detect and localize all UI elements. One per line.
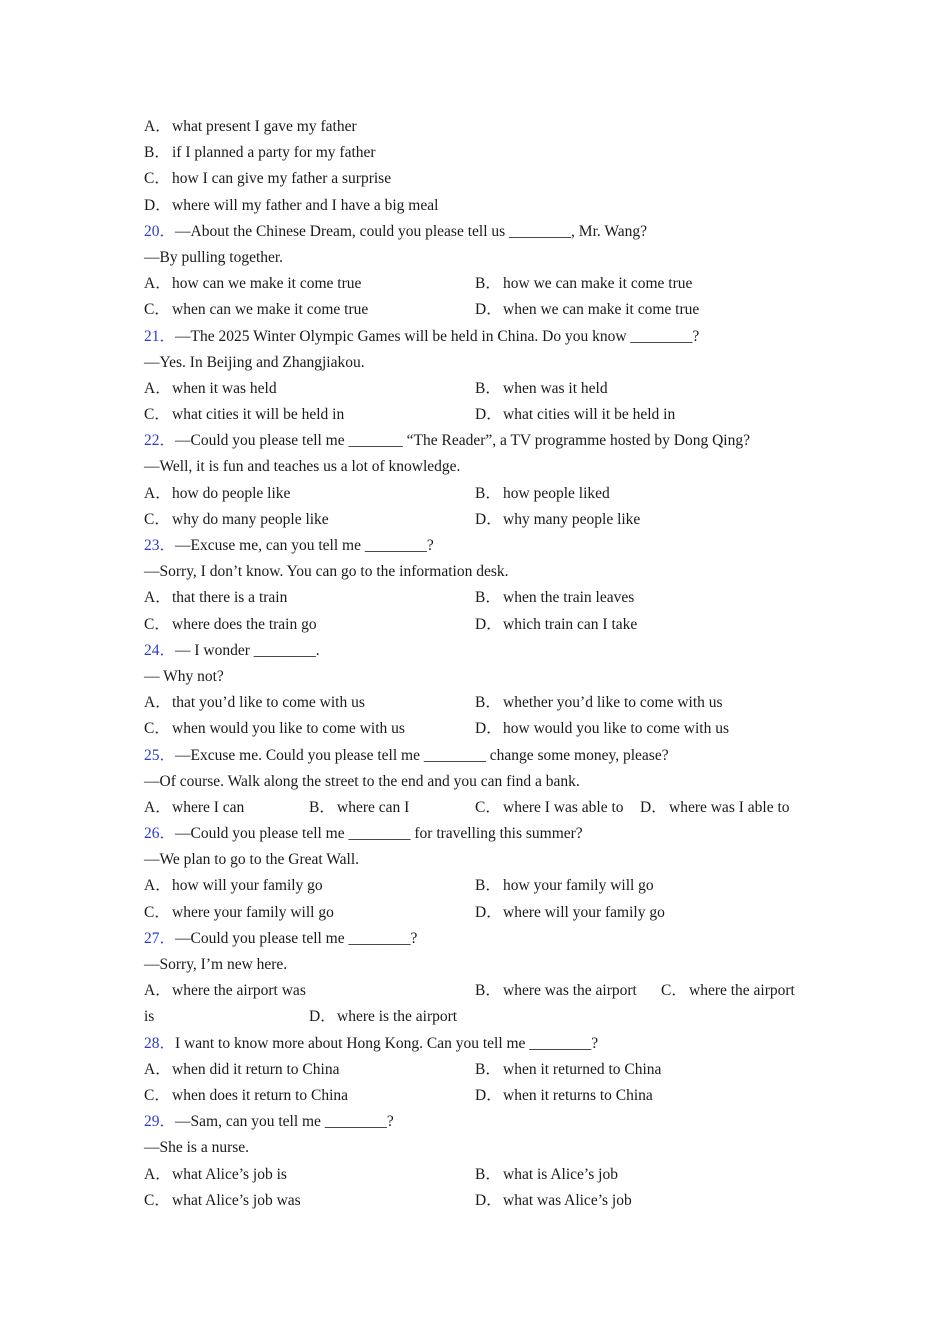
option-c: C． where I was able to bbox=[475, 798, 624, 816]
question-reply: —Of course. Walk along the street to the end and you can find a bank. bbox=[144, 772, 580, 790]
option-row bbox=[144, 1083, 814, 1109]
option-row bbox=[144, 1004, 814, 1030]
question-reply: —Yes. In Beijing and Zhangjiakou. bbox=[144, 353, 365, 371]
question-number: 20． bbox=[144, 222, 176, 240]
option-b: B． when it returned to China bbox=[475, 1060, 662, 1078]
option-c: C． when can we make it come true bbox=[144, 301, 369, 319]
question-stem bbox=[144, 926, 814, 952]
option-d: D．where will your family go bbox=[475, 903, 665, 921]
question-stem bbox=[144, 219, 814, 245]
question-number: 22． bbox=[144, 432, 176, 450]
option-d: D．where is the airport bbox=[309, 1008, 458, 1026]
option-a: A．when it was held bbox=[144, 379, 277, 397]
option-c: C． what Alice’s job was bbox=[144, 1191, 301, 1209]
question-text: —Could you please tell me ________ for travelling this summer? bbox=[175, 825, 583, 843]
option-a: A．how can we make it come true bbox=[144, 275, 362, 293]
option-row bbox=[144, 716, 814, 742]
option-c-wrap: is bbox=[144, 1008, 155, 1026]
option-row bbox=[144, 376, 814, 402]
question-text: —Excuse me, can you tell me ________? bbox=[175, 537, 434, 554]
option-row bbox=[144, 1188, 814, 1214]
question-stem bbox=[144, 1109, 814, 1135]
option-b: B． where can I bbox=[309, 798, 410, 816]
option-b: B． what is Alice’s job bbox=[475, 1165, 618, 1183]
worksheet-page bbox=[144, 114, 814, 1214]
question-number: 25． bbox=[144, 746, 176, 764]
question-text: —Sam, can you tell me ________? bbox=[175, 1113, 394, 1131]
option-letter: D． bbox=[144, 196, 171, 214]
option-a: A．where the airport was bbox=[144, 982, 306, 1000]
question-reply: —She is a nurse. bbox=[144, 1139, 250, 1157]
question-number: 21． bbox=[144, 327, 176, 345]
option-b: B． how people liked bbox=[475, 484, 610, 502]
option-row bbox=[144, 690, 814, 716]
option-d: D．which train can I take bbox=[475, 615, 638, 633]
question-text: — I wonder ________. bbox=[175, 641, 320, 659]
question-text: —Could you please tell me ________? bbox=[175, 929, 418, 947]
question-number: 28． bbox=[144, 1034, 176, 1052]
option-row bbox=[144, 297, 814, 323]
question-stem bbox=[144, 324, 814, 350]
question-reply: —Sorry, I don’t know. You can go to the information desk. bbox=[144, 563, 509, 581]
option-c: C． where the airport bbox=[661, 982, 795, 1000]
option-c: C． where does the train go bbox=[144, 615, 317, 633]
option-row bbox=[144, 402, 814, 428]
question-stem bbox=[144, 821, 814, 847]
option-c: C． why do many people like bbox=[144, 510, 329, 528]
option-d: D． where was I able to bbox=[640, 798, 790, 816]
option-c: C． when would you like to come with us bbox=[144, 720, 405, 738]
option-row bbox=[144, 978, 814, 1004]
option-d: D．what was Alice’s job bbox=[475, 1191, 632, 1209]
option-d: D．how would you like to come with us bbox=[475, 720, 730, 738]
option-c: C． where your family will go bbox=[144, 903, 334, 921]
option-line bbox=[144, 140, 814, 166]
option-line bbox=[144, 166, 814, 192]
option-c: C． what cities it will be held in bbox=[144, 406, 345, 424]
question-reply: —Well, it is fun and teaches us a lot of knowledge. bbox=[144, 458, 461, 476]
question-text: —Excuse me. Could you please tell me ________ change some money, please? bbox=[175, 746, 669, 764]
option-row bbox=[144, 507, 814, 533]
option-a: A．that there is a train bbox=[144, 589, 288, 607]
question-text: —The 2025 Winter Olympic Games will be held in China. Do you know ________? bbox=[175, 327, 700, 345]
option-letter: C． bbox=[144, 170, 170, 188]
option-letter: A． bbox=[144, 118, 171, 135]
question-reply: —By pulling together. bbox=[144, 248, 284, 266]
option-a: A．where I can bbox=[144, 798, 245, 816]
question-reply: — Why not? bbox=[144, 667, 224, 685]
option-a: A．that you’d like to come with us bbox=[144, 694, 365, 712]
question-number: 29． bbox=[144, 1113, 176, 1131]
option-c: C． when does it return to China bbox=[144, 1086, 349, 1104]
option-d: D．when it returns to China bbox=[475, 1086, 653, 1104]
option-text: what present I gave my father bbox=[172, 118, 357, 135]
option-b: B． how your family will go bbox=[475, 877, 654, 895]
option-d: D．what cities will it be held in bbox=[475, 406, 676, 424]
option-b: B． when the train leaves bbox=[475, 589, 635, 607]
question-stem bbox=[144, 638, 814, 664]
option-row bbox=[144, 481, 814, 507]
question-number: 24． bbox=[144, 641, 176, 659]
option-text: where will my father and I have a big meal bbox=[172, 196, 439, 214]
option-line bbox=[144, 193, 814, 219]
option-a: A．what Alice’s job is bbox=[144, 1165, 287, 1183]
question-stem bbox=[144, 533, 814, 559]
option-row bbox=[144, 271, 814, 297]
option-a: A．when did it return to China bbox=[144, 1060, 340, 1078]
option-row bbox=[144, 1057, 814, 1083]
option-row bbox=[144, 873, 814, 899]
option-row bbox=[144, 1162, 814, 1188]
option-d: D．when we can make it come true bbox=[475, 301, 700, 319]
option-row bbox=[144, 585, 814, 611]
option-b: B． where was the airport bbox=[475, 982, 637, 1000]
option-a: A．how do people like bbox=[144, 484, 291, 502]
option-text: if I planned a party for my father bbox=[172, 144, 376, 162]
option-letter: B． bbox=[144, 144, 170, 162]
option-line bbox=[144, 114, 814, 140]
question-stem bbox=[144, 1031, 814, 1057]
question-text: —About the Chinese Dream, could you please tell us ________, Mr. Wang? bbox=[175, 222, 648, 240]
option-d: D．why many people like bbox=[475, 510, 641, 528]
option-text: how I can give my father a surprise bbox=[172, 170, 392, 188]
option-a: A．how will your family go bbox=[144, 877, 323, 895]
option-row bbox=[144, 795, 814, 821]
question-text: —Could you please tell me _______ “The Reader”, a TV programme hosted by Dong Qing? bbox=[175, 432, 750, 450]
question-text: I want to know more about Hong Kong. Can you tell me ________? bbox=[175, 1034, 599, 1052]
option-b: B． whether you’d like to come with us bbox=[475, 694, 723, 712]
option-b: B． how we can make it come true bbox=[475, 275, 693, 293]
question-number: 26． bbox=[144, 825, 176, 843]
question-number: 23． bbox=[144, 537, 176, 554]
option-b: B． when was it held bbox=[475, 379, 608, 397]
question-number: 27． bbox=[144, 929, 176, 947]
question-stem bbox=[144, 428, 814, 454]
question-stem bbox=[144, 743, 814, 769]
option-row bbox=[144, 612, 814, 638]
option-row bbox=[144, 900, 814, 926]
question-reply: —Sorry, I’m new here. bbox=[144, 956, 288, 973]
question-reply: —We plan to go to the Great Wall. bbox=[144, 851, 360, 869]
